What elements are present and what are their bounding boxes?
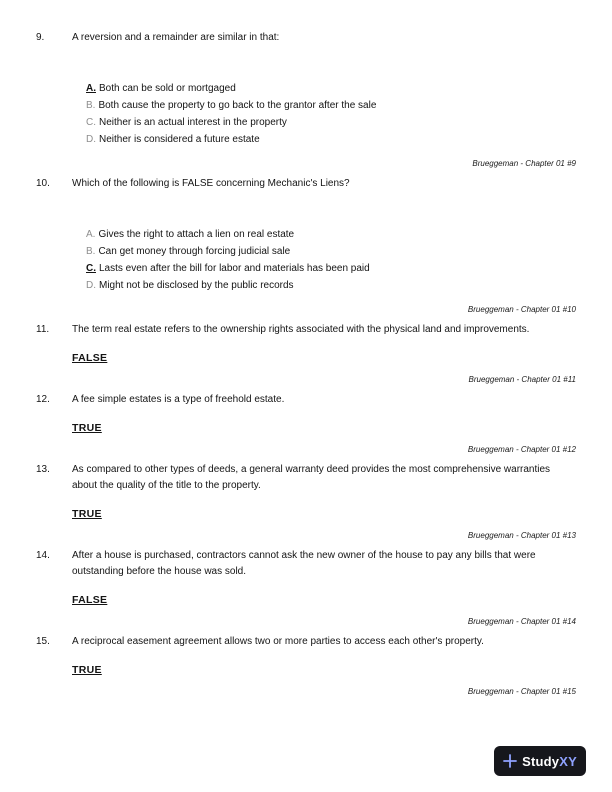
question-13 [36, 462, 576, 542]
option-letter: A. [86, 83, 96, 94]
question-number: 15. [36, 636, 50, 647]
options-list [86, 226, 576, 294]
option-text: Might not be disclosed by the public records [99, 280, 294, 291]
question-12 [36, 392, 576, 456]
question-number: 14. [36, 550, 50, 561]
option-row [86, 226, 576, 243]
option-letter: A. [86, 229, 96, 240]
attribution: Brueggeman - Chapter 01 #9 [472, 159, 576, 168]
option-letter: B. [86, 100, 96, 111]
attribution: Brueggeman - Chapter 01 #10 [467, 305, 576, 314]
attribution: Brueggeman - Chapter 01 #15 [467, 687, 576, 696]
option-letter: D. [86, 134, 96, 145]
option-text: Both cause the property to go back to the grantor after the sale [98, 100, 377, 111]
answer-label: TRUE [72, 508, 102, 520]
option-row [86, 131, 576, 148]
question-text: Which of the following is FALSE concerning Mechanic's Liens? [72, 178, 350, 189]
question-number: 11. [36, 324, 50, 335]
attribution: Brueggeman - Chapter 01 #12 [467, 445, 576, 454]
answer-label: TRUE [72, 664, 102, 676]
question-9 [36, 30, 576, 170]
option-row [86, 114, 576, 131]
question-text: A reversion and a remainder are similar in that: [72, 32, 280, 43]
question-text: A reciprocal easement agreement allows two or more parties to access each other's property. [72, 636, 484, 647]
attribution: Brueggeman - Chapter 01 #14 [467, 617, 576, 626]
logo-xy-text: XY [559, 753, 577, 769]
option-text: Can get money through forcing judicial sale [98, 246, 291, 257]
studyxy-logo [494, 746, 586, 776]
options-list [86, 80, 576, 148]
logo-study-text: Study [522, 753, 560, 769]
answer-label: FALSE [72, 352, 108, 364]
question-number: 10. [36, 178, 50, 189]
question-10 [36, 176, 576, 316]
question-text: As compared to other types of deeds, a general warranty deed provides the most comprehensive warranties about the quality of the title to the property. [72, 464, 551, 491]
option-row [86, 80, 576, 97]
option-text: Neither is an actual interest in the property [99, 117, 287, 128]
logo-text [522, 754, 577, 769]
option-letter: C. [86, 117, 96, 128]
question-number: 12. [36, 394, 50, 405]
option-letter: D. [86, 280, 96, 291]
question-number: 9. [36, 32, 45, 43]
option-letter: B. [86, 246, 96, 257]
question-14 [36, 548, 576, 628]
question-number: 13. [36, 464, 50, 475]
question-15 [36, 634, 576, 698]
question-text: The term real estate refers to the ownership rights associated with the physical land and improvements. [72, 324, 530, 335]
option-letter: C. [86, 263, 96, 274]
question-text: A fee simple estates is a type of freehold estate. [72, 394, 285, 405]
option-text: Gives the right to attach a lien on real estate [98, 229, 295, 240]
answer-label: TRUE [72, 422, 102, 434]
option-row [86, 277, 576, 294]
option-row [86, 97, 576, 114]
option-row [86, 260, 576, 277]
plus-compass-icon [503, 754, 517, 768]
option-text: Both can be sold or mortgaged [99, 83, 236, 94]
question-11 [36, 322, 576, 386]
option-text: Neither is considered a future estate [99, 134, 260, 145]
option-text: Lasts even after the bill for labor and materials has been paid [99, 263, 370, 274]
option-row [86, 243, 576, 260]
question-text: After a house is purchased, contractors cannot ask the new owner of the house to pay any bills that were outstanding before the house was sold. [72, 550, 536, 577]
attribution: Brueggeman - Chapter 01 #13 [467, 531, 576, 540]
attribution: Brueggeman - Chapter 01 #11 [468, 375, 576, 384]
answer-label: FALSE [72, 594, 108, 606]
